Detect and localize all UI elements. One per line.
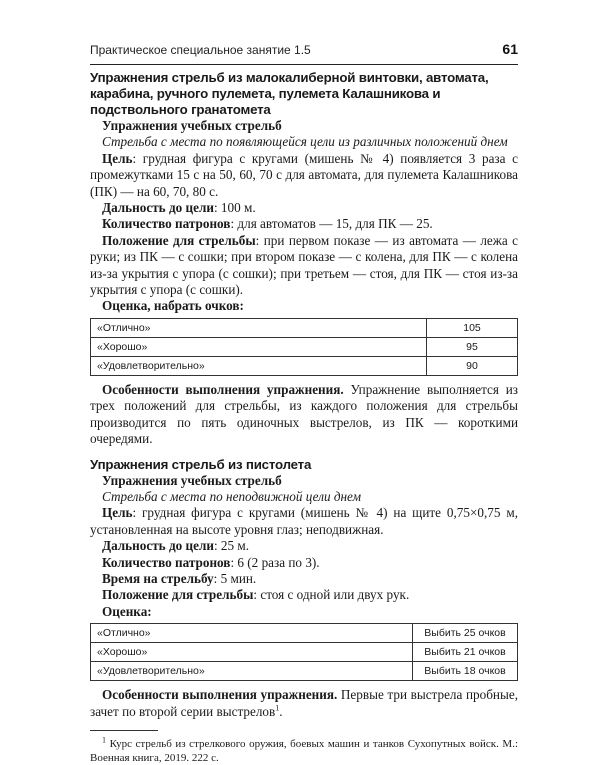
ammo-text: : для автоматов — 15, для ПК — 25. — [230, 216, 433, 232]
page-content — [90, 70, 518, 765]
target-paragraph — [90, 505, 518, 538]
position-paragraph — [90, 587, 518, 603]
distance-paragraph — [90, 538, 518, 554]
ammo-label: Количество патронов — [102, 216, 231, 232]
exercise-subtitle: Стрельба с места по неподвижной цели днем — [102, 488, 361, 504]
footnote-reference[interactable]: 1 — [275, 703, 280, 713]
running-header — [90, 40, 518, 65]
grade-cell: «Отлично» — [91, 624, 413, 643]
distance-label: Дальность до цели — [102, 200, 214, 216]
features-text: Первые три выстрела пробные, зачет по второй серии выстрелов — [90, 687, 518, 719]
time-paragraph — [90, 571, 518, 587]
features-paragraph — [90, 382, 518, 448]
footnote-number: 1 — [102, 735, 106, 745]
table-row — [91, 337, 518, 356]
section-heading-pistol: Упражнения стрельб из пистолета — [90, 456, 312, 472]
page-number: 61 — [502, 41, 518, 57]
ammo-label: Количество патронов — [102, 554, 231, 570]
score-heading: Оценка, набрать очков: — [102, 298, 244, 314]
subheading-training: Упражнения учебных стрельб — [102, 118, 282, 133]
exercise-subtitle: Стрельба с места по появляющейся цели из различных положений днем — [102, 134, 508, 150]
time-label: Время на стрельбу — [102, 570, 214, 586]
position-text: : при первом показе — из автомата — лежа с руки; из ПК — с сошки; при втором показе — с колена, для ПК — с колена из-за укрытия с упора (с сошки); при третьем — стоя, для ПК — стоя из-за укрытия с упора (с сошки). — [90, 232, 518, 298]
points-cell: Выбить 21 очков — [413, 643, 518, 662]
table-row — [91, 624, 518, 643]
position-label: Положение для стрельбы — [102, 232, 256, 248]
running-title: Практическое специальное занятие 1.5 — [90, 43, 311, 57]
table-row — [91, 356, 518, 375]
target-paragraph — [90, 151, 518, 200]
position-text: : стоя с одной или двух рук. — [253, 587, 410, 603]
footnote — [90, 737, 518, 765]
target-label: Цель — [102, 150, 133, 166]
footnote-divider — [90, 730, 158, 731]
features-text: Упражнение выполняется из трех положений для стрельбы, из каждого положения для стрельбы производится по пять одиночных выстрелов, из ПК — короткими очередями. — [90, 381, 518, 447]
score-heading: Оценка: — [102, 603, 152, 619]
target-label: Цель — [102, 505, 133, 521]
score-table — [90, 623, 518, 681]
grade-cell: «Удовлетворительно» — [91, 356, 427, 375]
features-label: Особенности выполнения упражнения. — [102, 687, 338, 703]
distance-label: Дальность до цели — [102, 538, 214, 554]
subheading-training: Упражнения учебных стрельб — [102, 472, 282, 488]
points-cell: Выбить 25 очков — [413, 624, 518, 643]
ammo-paragraph — [90, 555, 518, 571]
grade-cell: «Удовлетворительно» — [91, 662, 413, 681]
ammo-text: : 6 (2 раза по 3). — [230, 554, 320, 570]
distance-text: : 25 м. — [213, 538, 250, 554]
section-heading-rifles: Упражнения стрельб из малокалиберной винтовки, автомата, карабина, ручного пулемета, пулемета Калашникова и подствольного гранатомета — [90, 70, 489, 117]
points-cell: Выбить 18 очков — [413, 662, 518, 681]
grade-cell: «Отлично» — [91, 318, 427, 337]
target-text: : грудная фигура с кругами (мишень № 4) появляется 3 раза с промежутками 15 с на 50, 60, 70 с для автомата, для пулемета Калашникова (ПК) — на 60, 70, 80 с. — [90, 150, 518, 199]
ammo-paragraph — [90, 216, 518, 232]
grade-cell: «Хорошо» — [91, 643, 413, 662]
score-table — [90, 318, 518, 376]
features-end: . — [279, 703, 283, 719]
distance-paragraph — [90, 200, 518, 216]
time-text: : 5 мин. — [213, 570, 257, 586]
points-cell: 105 — [427, 318, 518, 337]
points-cell: 95 — [427, 337, 518, 356]
table-row — [91, 643, 518, 662]
grade-cell: «Хорошо» — [91, 337, 427, 356]
features-label: Особенности выполнения упражнения. — [102, 381, 344, 397]
footnote-text: Курс стрельб из стрелкового оружия, боевых машин и танков Сухопутных войск. М.: Военная книга, 2019. 222 с. — [90, 737, 518, 764]
position-paragraph — [90, 233, 518, 299]
target-text: : грудная фигура с кругами (мишень № 4) на щите 0,75×0,75 м, установленная на высоте уровня глаз; неподвижная. — [90, 505, 518, 537]
features-paragraph — [90, 687, 518, 720]
table-row — [91, 662, 518, 681]
table-row — [91, 318, 518, 337]
points-cell: 90 — [427, 356, 518, 375]
position-label: Положение для стрельбы — [102, 587, 254, 603]
distance-text: : 100 м. — [213, 200, 256, 216]
